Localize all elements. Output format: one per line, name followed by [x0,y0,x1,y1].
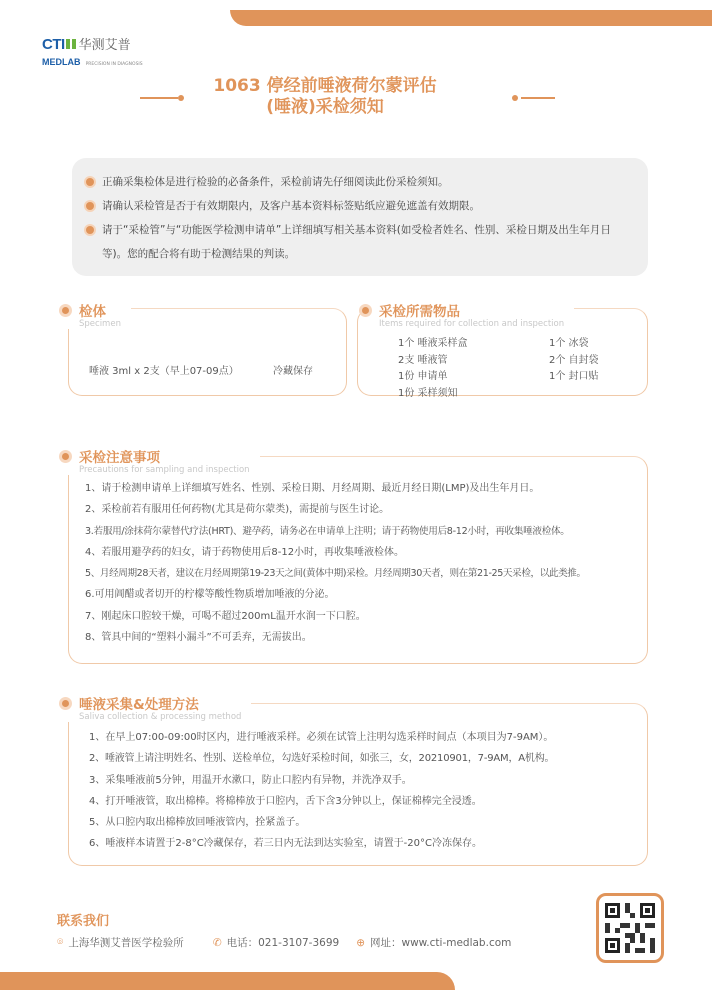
supplies-right-list [549,336,599,386]
bullet-icon [362,307,369,314]
specimen-desc: 唾液 3ml x 2支（早上07-09点） [89,366,239,377]
method-list [89,727,644,855]
method-item: 1、在早上07:00-09:00时区内，进行唾液采样。必须在试管上注明勾选采样时间点（本项目为7-9AM）。 [89,732,554,743]
method-item: 2、唾液管上请注明姓名、性别、送检单位，勾选好采检时间，如张三，女，20210901，7-9AM，A机构。 [89,753,555,765]
precaution-item: 5、月经周期28天者，建议在月经周期第19-23天之间(黄体中期)采检。月经周期30天者，则在第21-25天采检，以此类推。 [85,568,586,580]
section-subtitle: Saliva collection & processing method [79,712,242,722]
method-header [62,693,251,722]
supply-item: 1份 申请单 [398,371,448,382]
notice-item: 请于“采检管”与“功能医学检测申请单”上详细填写相关基本资料(如受检者姓名、性别、采检日期及出生年月日等)。您的配合将有助于检测结果的判读。 [86,218,632,266]
contact-title: 联系我们 [57,914,110,929]
section-subtitle: Items required for collection and inspection [379,319,565,329]
notice-panel [72,158,648,276]
section-title: 采检注意事项 [79,450,160,466]
logo-cn: 华测艾普 [78,38,131,53]
supplies-header [362,300,574,329]
precaution-item: 8、管具中间的“塑料小漏斗”不可丢弃，无需拔出。 [85,632,312,644]
method-item: 6、唾液样本请置于2-8°C冷藏保存，若三日内无法到达实验室，请置于-20°C冷冻保存。 [89,838,482,850]
phone-icon: ✆ [212,936,222,949]
supply-item: 2个 自封袋 [549,354,599,366]
method-item: 4、打开唾液管，取出棉棒。将棉棒放于口腔内，舌下含3分钟以上，保证棉棒完全浸透。 [89,795,482,807]
specimen-storage: 冷藏保存 [273,366,313,377]
logo-tagline: PRECISION IN DIAGNOSIS [85,62,143,67]
precautions-list [85,478,645,648]
location-pin-icon: ⌾ [57,936,64,948]
section-subtitle: Specimen [79,319,121,329]
precaution-item: 1、请于检测申请单上详细填写姓名、性别、采检日期、月经周期、最近月经日期(LMP)及出生年月日。 [85,483,540,494]
section-title: 检体 [79,304,106,320]
contact-phone[interactable]: 电话：021-3107-3699 [226,937,340,949]
specimen-header [62,300,131,329]
precaution-item: 6.可用阊醋或者切开的柠檬等酸性物质增加唾液的分泌。 [85,589,335,601]
globe-icon: ⊕ [356,936,365,949]
notice-item: 正确采集检体是进行检验的必备条件，采检前请先仔细阅读此份采检须知。 [86,170,632,194]
contact-address: 上海华测艾普医学检验所 [68,937,184,949]
title-line1: 1063 停经前唾液荷尔蒙评估 [213,76,437,96]
section-title: 采检所需物品 [379,304,460,320]
bottom-decor-bar [0,972,455,990]
precaution-item: 3.若服用/涂抹荷尔蒙替代疗法(HRT)、避孕药，请务必在申请单上注明；请于药物使用后8-12小时，再收集唾液检体。 [85,525,570,537]
title-line2: (唾液)采检须知 [266,97,384,117]
bullet-icon [62,700,69,707]
method-item: 5、从口腔内取出棉棒放回唾液管内，拴紧盖子。 [89,817,306,829]
supply-item: 1份 采样须知 [398,387,458,399]
supply-item: 1个 冰袋 [549,338,589,349]
contact-line [57,935,511,950]
precaution-item: 7、刚起床口腔较干燥，可喝不超过200mL温开水润一下口腔。 [85,610,366,622]
bullet-icon [62,453,69,460]
contact-website[interactable]: 网址：www.cti-medlab.com [370,937,512,949]
precautions-header [62,446,260,475]
method-item: 3、采集唾液前5分钟，用温开水漱口，防止口腔内有异物，并洗净双手。 [89,774,412,786]
supplies-left-list [398,336,468,402]
top-decor-bar [230,10,712,26]
bullet-icon [62,307,69,314]
supply-item: 2支 唾液管 [398,354,448,366]
logo-grid-icon [66,39,76,49]
supply-item: 1个 唾液采样盒 [398,338,468,349]
section-subtitle: Precautions for sampling and inspection [79,465,250,475]
logo-sub: MEDLAB [42,57,81,67]
section-title: 唾液采集&处理方法 [79,697,199,713]
page-title [0,76,650,118]
notice-item: 请确认采检管是否于有效期限内，及客户基本资料标签贴纸应避免遮盖有效期限。 [86,194,632,218]
qr-code [596,893,664,963]
supply-item: 1个 封口贴 [549,371,599,382]
precaution-item: 2、采检前若有服用任何药物(尤其是荷尔蒙类)，需提前与医生讨论。 [85,504,390,516]
precaution-item: 4、若服用避孕药的妇女，请于药物使用后8-12小时，再收集唾液检体。 [85,546,405,558]
logo-en: CTI [42,36,65,53]
qr-code-icon [605,902,655,954]
logo [42,34,162,69]
